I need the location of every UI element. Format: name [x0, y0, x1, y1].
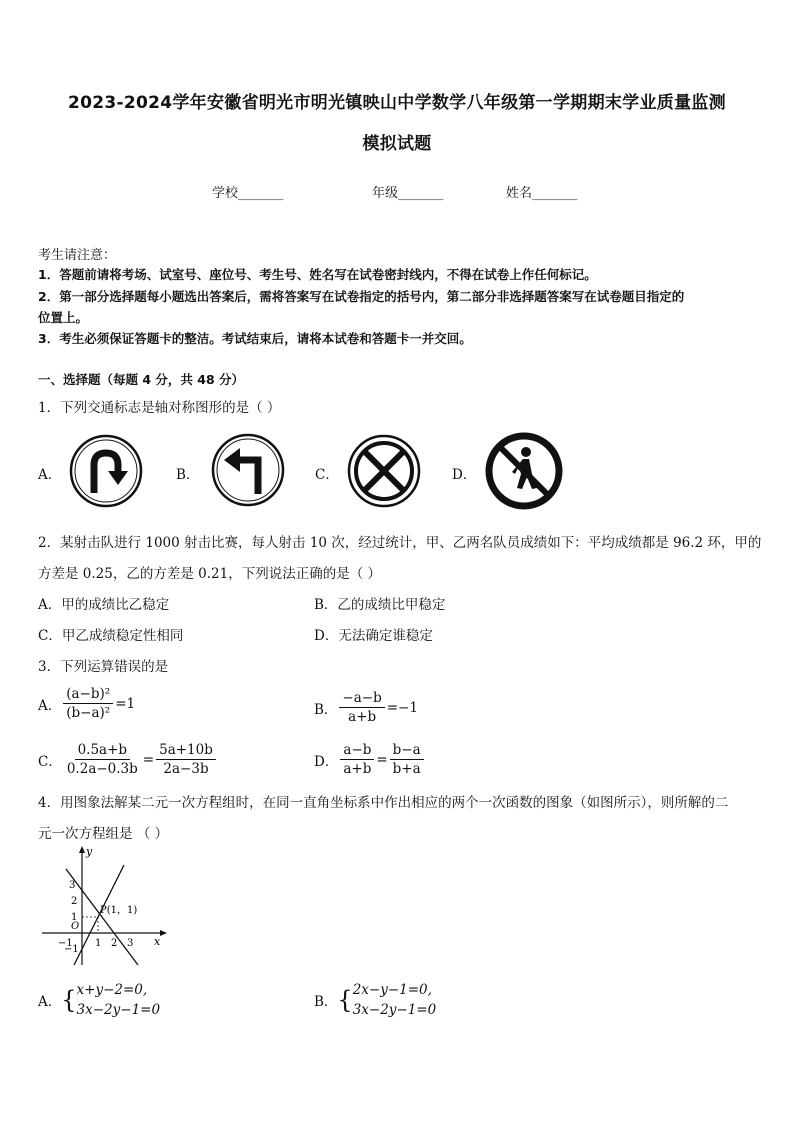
notice-item-2: 2．第一部分选择题每小题选出答案后，需将答案写在试卷指定的括号内，第二部分非选择题答案写在试卷题目指定的 [38, 289, 685, 304]
q3-b-fraction [339, 690, 384, 725]
grade-field: 年级_______ [372, 186, 444, 201]
x-tick-2: 2 [111, 938, 118, 949]
notice-item-2-cont: 位置上。 [38, 310, 89, 325]
q4-coordinate-graph [40, 845, 170, 970]
name-field: 姓名_______ [506, 186, 578, 201]
q3-option-a-label: A． [38, 697, 62, 714]
school-field: 学校_______ [212, 186, 284, 201]
q2-stem-line1: 2．某射击队进行 1000 射击比赛，每人射击 10 次，经过统计，甲、乙两名队员成绩如下：平均成绩都是 96.2 环，甲的 [38, 535, 762, 551]
q3-c-denominator-right: 2a−3b [163, 761, 209, 777]
q3-stem: 3．下列运算错误的是 [38, 659, 169, 675]
x-tick-neg1: −1 [58, 938, 73, 949]
q3-d-denominator-right: b+a [392, 761, 421, 777]
q1-option-b-label: B． [176, 467, 200, 483]
y-axis-label: y [86, 845, 93, 858]
q2-option-c: C．甲乙成绩稳定性相同 [38, 628, 184, 644]
y-tick-1: 1 [71, 912, 78, 923]
q3-c-fraction-left [64, 742, 141, 777]
x-axis-label: x [154, 935, 161, 948]
y-tick-3: 3 [69, 880, 76, 891]
u-turn-sign-icon [68, 433, 144, 509]
exam-title-line2: 模拟试题 [362, 134, 432, 154]
q3-c-equals: = [142, 751, 155, 768]
q1-option-a-label: A． [38, 467, 62, 483]
q1-option-c-label: C． [315, 467, 339, 483]
q3-option-d-label: D． [314, 753, 339, 770]
q3-b-rhs: =−1 [386, 699, 418, 716]
q3-b-numerator: −a−b [339, 690, 384, 708]
q3-c-fraction-right [156, 742, 216, 777]
notice-heading: 考生请注意： [38, 248, 117, 263]
point-p-label: P(1，1) [100, 905, 138, 916]
q4-option-a-label: A． [38, 994, 62, 1010]
q2-option-d: D．无法确定谁稳定 [314, 628, 433, 644]
notice-item-1: 1．答题前请将考场、试室号、座位号、考生号、姓名写在试卷密封线内，不得在试卷上作任何标记。 [38, 267, 597, 282]
q4-stem-line2: 元一次方程组是 （ ） [38, 826, 169, 842]
q3-option-d [314, 742, 426, 777]
x-tick-3: 3 [127, 938, 134, 949]
q4-a-system [77, 980, 161, 1020]
q2-stem-line2: 方差是 0.25，乙的方差是 0.21，下列说法正确的是（ ） [38, 566, 381, 582]
exam-title-line1: 2023-2024学年安徽省明光市明光镇映山中学数学八年级第一学期期末学业质量监测 [68, 93, 726, 113]
left-turn-sign-icon [210, 432, 286, 508]
left-brace-icon: { [61, 986, 77, 1014]
q3-option-c-label: C． [38, 753, 62, 770]
q4-option-b [314, 980, 436, 1020]
q3-c-denominator-left: 0.2a−0.3b [66, 761, 138, 777]
section-heading: 一、选择题（每题 4 分，共 48 分） [38, 372, 245, 387]
q3-option-c [38, 742, 218, 777]
q4-b-equation-2: 3x−2y−1=0 [352, 1002, 437, 1018]
q3-a-numerator: (a−b)² [63, 686, 113, 704]
q4-b-system [353, 980, 437, 1020]
q3-option-b [314, 690, 418, 725]
q3-a-fraction [63, 686, 113, 721]
no-pedestrians-sign-icon [485, 432, 563, 510]
q4-option-b-label: B． [314, 994, 338, 1010]
q3-b-denominator: a+b [348, 709, 377, 725]
q3-a-rhs: =1 [115, 695, 136, 712]
q3-option-a [38, 686, 135, 721]
q3-d-fraction-left [340, 742, 374, 777]
y-axis-arrow-icon [79, 846, 85, 853]
q1-stem: 1．下列交通标志是轴对称图形的是（ ） [38, 400, 281, 416]
q4-b-equation-1: 2x−y−1=0, [352, 982, 432, 998]
y-tick-2: 2 [71, 896, 78, 907]
q2-option-a: A．甲的成绩比乙稳定 [38, 597, 170, 613]
q4-a-equation-1: x+y−2=0, [76, 982, 148, 998]
x-axis-arrow-icon [160, 930, 167, 936]
q3-d-denominator-left: a+b [343, 761, 372, 777]
q2-option-b: B．乙的成绩比甲稳定 [314, 597, 446, 613]
q4-option-a [38, 980, 160, 1020]
origin-label: O [71, 921, 80, 932]
q3-a-denominator: (b−a)² [66, 705, 111, 721]
no-stopping-sign-icon [346, 433, 422, 509]
q3-d-numerator-right: b−a [390, 742, 424, 760]
q3-d-equals: = [376, 751, 388, 768]
notice-item-3: 3．考生必须保证答题卡的整洁。考试结束后，请将本试卷和答题卡一并交回。 [38, 331, 472, 346]
q4-a-equation-2: 3x−2y−1=0 [76, 1002, 161, 1018]
q3-c-numerator-left: 0.5a+b [75, 742, 130, 760]
q4-stem-line1: 4．用图象法解某二元一次方程组时，在同一直角坐标系中作出相应的两个一次函数的图象（如图所示），则所解的二 [38, 795, 729, 811]
q3-c-numerator-right: 5a+10b [156, 742, 216, 760]
y-tick-neg1: −1 [64, 944, 79, 955]
q3-d-numerator-left: a−b [340, 742, 374, 760]
q1-option-d-label: D． [452, 467, 477, 483]
x-tick-1: 1 [95, 938, 102, 949]
left-brace-icon: { [337, 986, 353, 1014]
q3-d-fraction-right [390, 742, 424, 777]
q3-option-b-label: B． [314, 701, 338, 718]
